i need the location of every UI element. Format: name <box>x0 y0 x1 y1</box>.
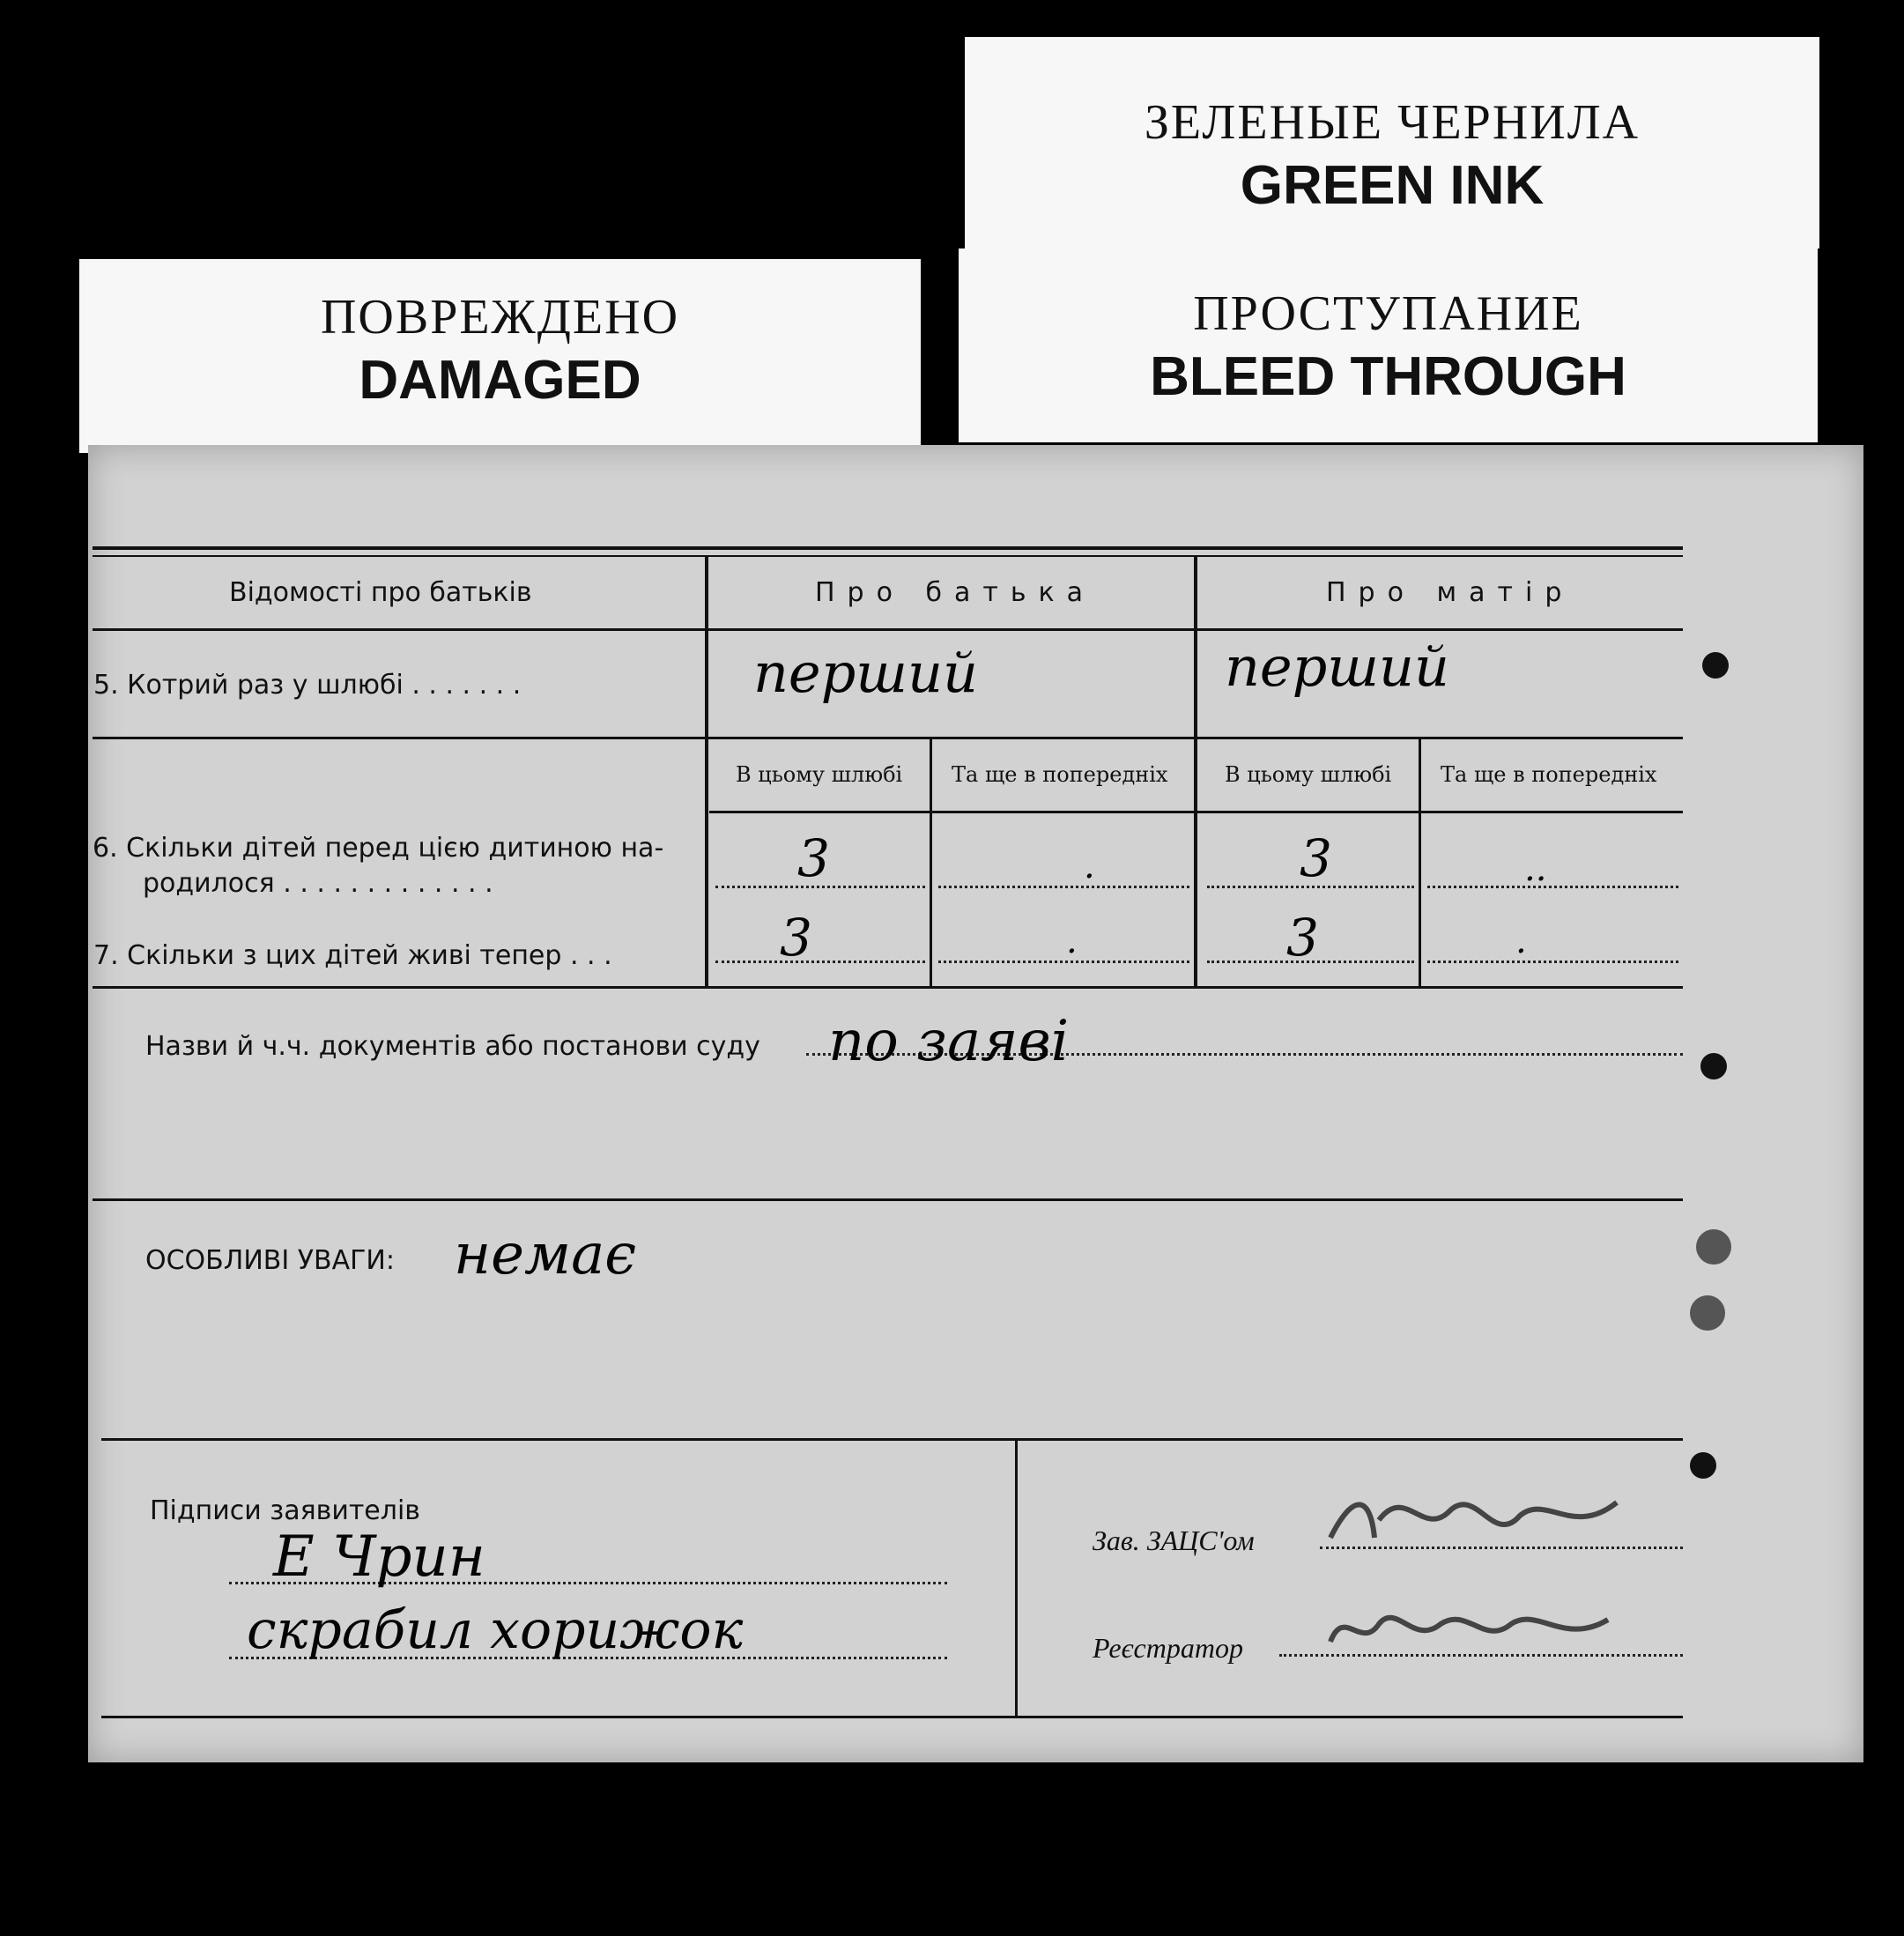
row7-mother-this-value: 3 <box>1286 908 1319 968</box>
row5-bottom-rule <box>93 737 1683 739</box>
mother-previous-header: Та ще в попередніх <box>1441 762 1657 787</box>
head-signature-mark <box>1326 1485 1643 1555</box>
row6-father-prev-dots <box>938 886 1189 888</box>
row7-mother-prev-dots <box>1427 961 1678 963</box>
documents-value: по заяві <box>828 1009 1070 1074</box>
col-divider-2 <box>1194 555 1197 989</box>
table-bottom-rule <box>93 986 1683 989</box>
documents-label: Назви й ч.ч. документів або постанови суду <box>145 1031 760 1062</box>
row6-mother-prev-value: .. <box>1524 849 1547 889</box>
notes-value: немає <box>454 1222 637 1287</box>
punch-hole <box>1702 652 1729 679</box>
table-top-rule-2 <box>93 555 1683 557</box>
row6-father-this-value: 3 <box>797 828 830 888</box>
bleed-through-tag <box>959 248 1818 442</box>
header-parents-info: Відомості про батьків <box>229 577 532 608</box>
row5-label: 5. Котрий раз у шлюбі . . . . . . . <box>93 670 522 701</box>
bleed-through-en: BLEED THROUGH <box>1150 346 1626 407</box>
green-ink-en: GREEN INK <box>1240 155 1545 216</box>
document-sheet <box>88 445 1863 1762</box>
header-bottom-rule <box>93 628 1683 631</box>
row6-father-prev-value: . <box>1084 846 1095 886</box>
punch-hole <box>1690 1452 1716 1479</box>
green-ink-ru: ЗЕЛЕНЫЕ ЧЕРНИЛА <box>1144 95 1641 150</box>
row7-father-prev-value: . <box>1066 921 1078 961</box>
signature-1: Е Чрин <box>273 1524 485 1590</box>
col-divider-mother-sub <box>1419 737 1421 989</box>
registrar-label: Реєстратор <box>1093 1632 1243 1664</box>
bleed-through-ru: ПРОСТУПАНИЕ <box>1193 286 1583 341</box>
signatures-label: Підписи заявителів <box>150 1495 420 1526</box>
row6-label-line2: родилося . . . . . . . . . . . . . <box>143 868 493 899</box>
signatures-divider <box>1015 1438 1018 1716</box>
notes-label: ОСОБЛИВІ УВАГИ: <box>145 1245 395 1276</box>
table-top-rule <box>93 546 1683 550</box>
row7-father-this-dots <box>715 961 925 963</box>
signatures-top-rule <box>101 1438 1683 1441</box>
mother-this-marriage-header: В цьому шлюбі <box>1225 762 1392 787</box>
signature-2: скрабил хорижок <box>247 1599 744 1661</box>
row6-mother-prev-dots <box>1427 886 1678 888</box>
damaged-en: DAMAGED <box>359 350 641 411</box>
punch-hole <box>1700 1053 1727 1079</box>
col-divider-1 <box>705 555 708 989</box>
father-previous-header: Та ще в попередніх <box>952 762 1168 787</box>
punch-hole <box>1690 1295 1725 1331</box>
signatures-bottom-rule <box>101 1716 1683 1718</box>
damaged-ru: ПОВРЕЖДЕНО <box>320 290 680 345</box>
green-ink-tag <box>965 37 1819 248</box>
father-this-marriage-header: В цьому шлюбі <box>736 762 903 787</box>
punch-hole <box>1696 1229 1731 1265</box>
row6-label-line1: 6. Скільки дітей перед цією дитиною на- <box>93 833 664 864</box>
row5-mother-value: перший <box>1225 634 1449 699</box>
row7-father-this-value: 3 <box>780 908 812 968</box>
head-label: Зав. ЗАЦС'ом <box>1093 1524 1255 1556</box>
row7-father-prev-dots <box>938 961 1189 963</box>
notes-top-rule <box>93 1198 1683 1201</box>
header-mother: Про матір <box>1326 577 1574 608</box>
registrar-signature-mark <box>1326 1598 1617 1659</box>
row7-label: 7. Скільки з цих дітей живі тепер . . . <box>93 940 612 971</box>
row7-mother-prev-value: . <box>1515 921 1527 961</box>
col-divider-father-sub <box>930 737 932 989</box>
header-father: Про батька <box>815 577 1096 608</box>
damaged-tag <box>79 259 921 453</box>
row6-mother-this-value: 3 <box>1300 828 1332 888</box>
row5-father-value: перший <box>753 641 978 705</box>
